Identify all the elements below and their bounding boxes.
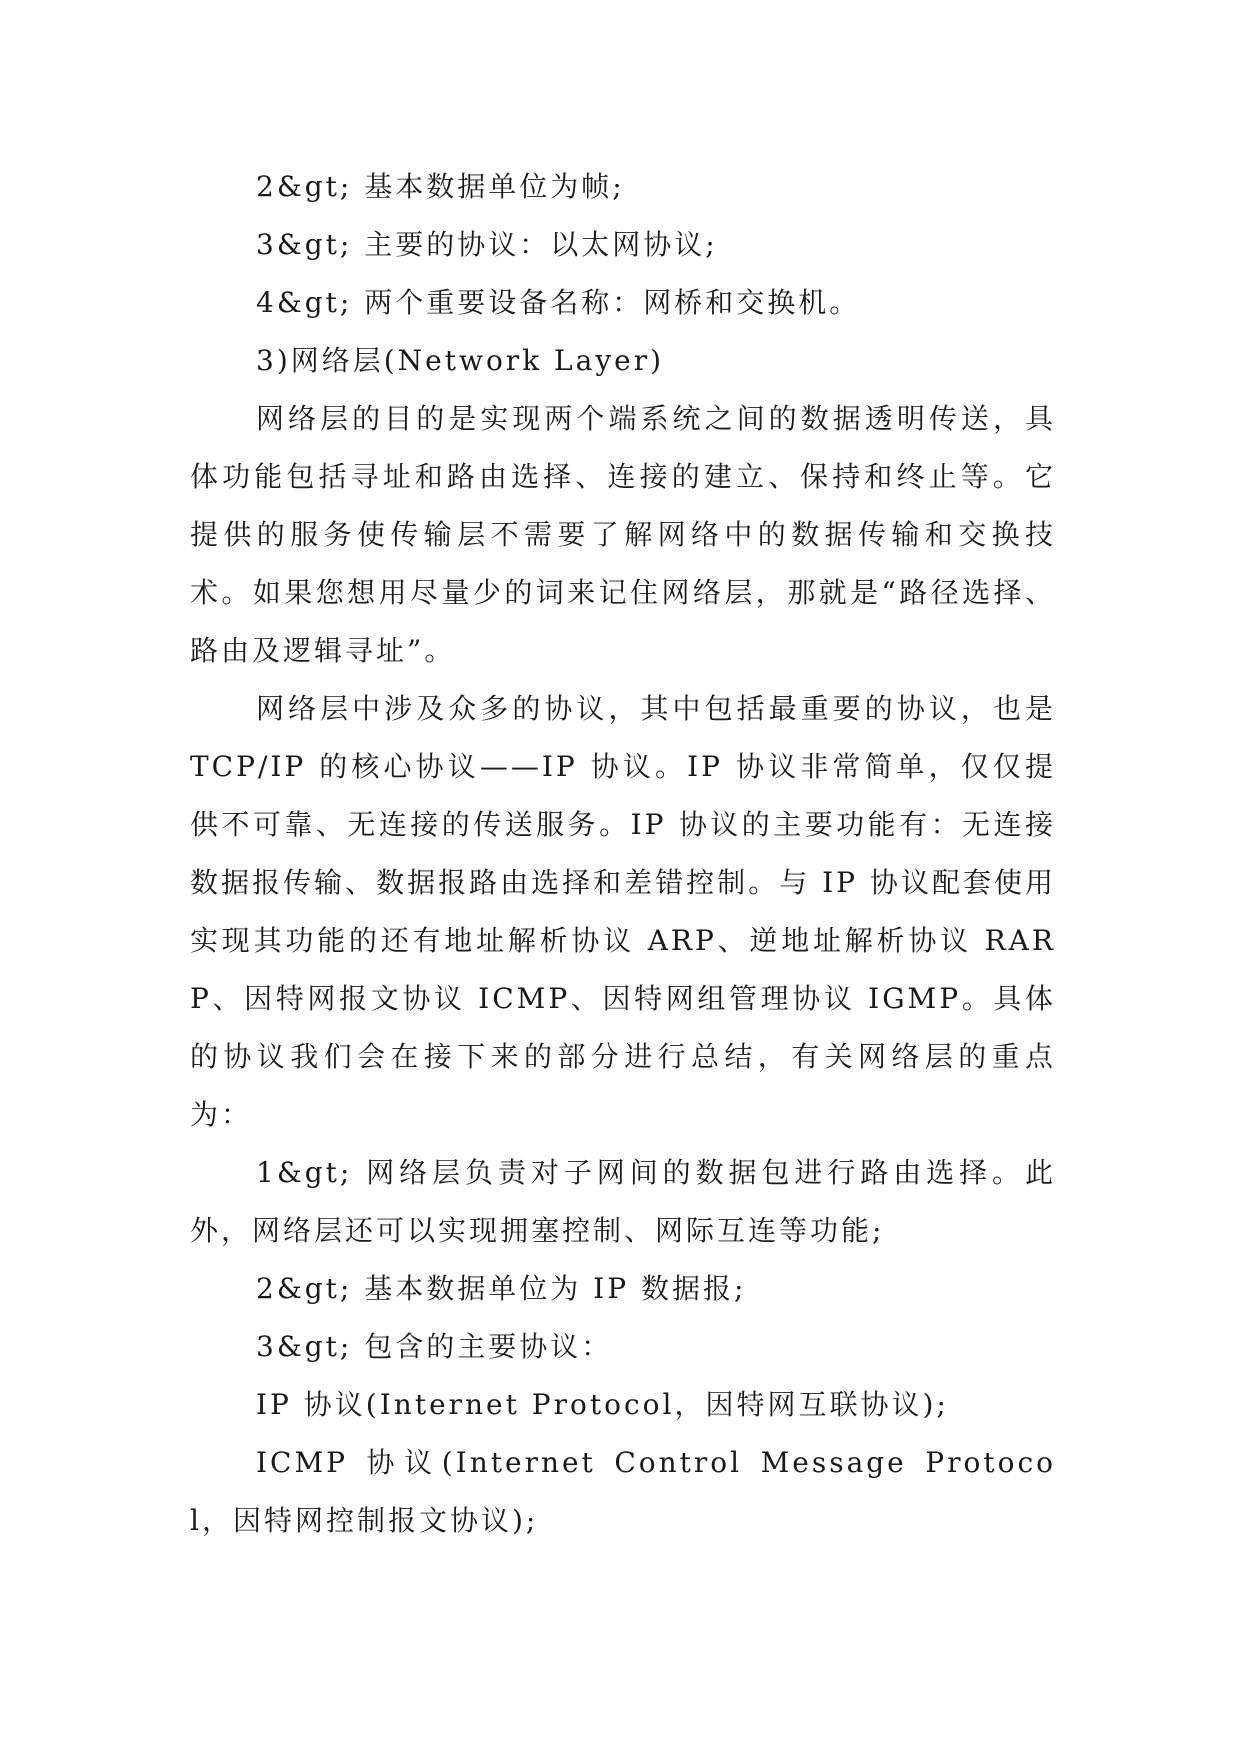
list-item-frame-unit: 2&gt; 基本数据单位为帧;: [256, 170, 625, 203]
paragraph-network-layer-protocols: 网络层中涉及众多的协议，其中包括最重要的协议，也是 TCP/IP 的核心协议——IP 协议。IP 协议非常简单，仅仅提供不可靠、无连接的传送服务。IP 协议的主要功能有：无连接数据报传输、数据报路由选择和差错控制。与 IP 协议配套使用实现其功能的还有地址解析协议 ARP、逆地址解析协议 RARP、因特网报文协议 ICMP、因特网组管理协议 IGMP。具体的协议我们会在接下来的部分进行总结，有关网络层的重点为：: [190, 692, 1056, 1131]
list-item-ethernet-protocol: 3&gt; 主要的协议：以太网协议;: [256, 228, 718, 261]
page-body: [190, 158, 1056, 1550]
list-item-routing: 1&gt; 网络层负责对子网间的数据包进行路由选择。此外，网络层还可以实现拥塞控制、网际互连等功能;: [190, 1156, 1056, 1247]
list-item-bridge-switch: 4&gt; 两个重要设备名称：网桥和交换机。: [256, 286, 861, 319]
list-item-main-protocols: 3&gt; 包含的主要协议：: [256, 1330, 613, 1363]
paragraph-network-layer-purpose: 网络层的目的是实现两个端系统之间的数据透明传送，具体功能包括寻址和路由选择、连接的建立、保持和终止等。它提供的服务使传输层不需要了解网络中的数据传输和交换技术。如果您想用尽量少的词来记住网络层，那就是“路径选择、路由及逻辑寻址”。: [190, 402, 1056, 667]
list-item-ip-datagram: 2&gt; 基本数据单位为 IP 数据报;: [256, 1272, 747, 1305]
protocol-ip: IP 协议(Internet Protocol，因特网互联协议);: [256, 1388, 949, 1421]
protocol-icmp: ICMP 协议(Internet Control Message Protocol，因特网控制报文协议);: [190, 1446, 1056, 1537]
section-heading-network-layer: 3)网络层(Network Layer): [256, 344, 665, 377]
